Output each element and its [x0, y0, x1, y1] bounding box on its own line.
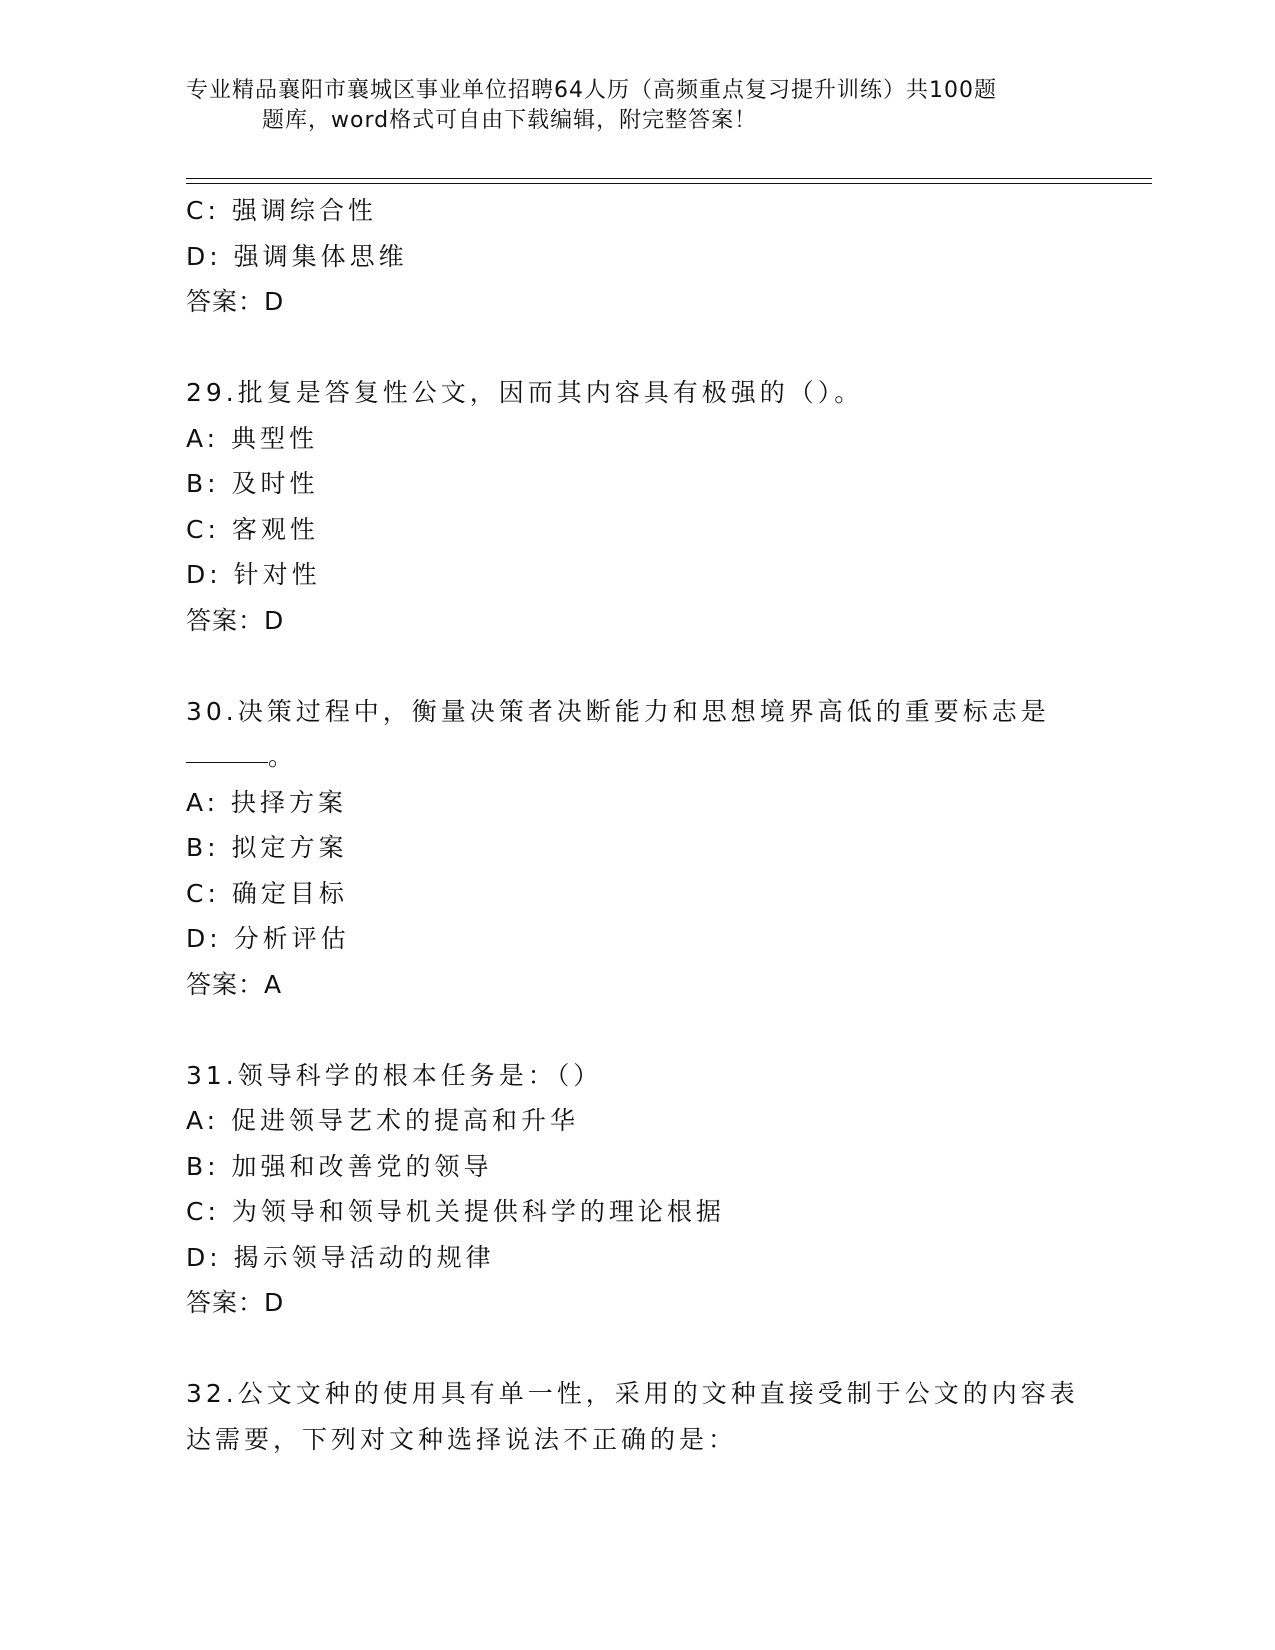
question-stem-line2: 达需要，下列对文种选择说法不正确的是： — [186, 1424, 738, 1454]
option-a: A: 促进领导艺术的提高和升华 — [186, 1106, 580, 1135]
option-d: D: 揭示领导活动的规律 — [186, 1242, 495, 1272]
question-32 — [186, 1371, 1086, 1462]
answer: 答案：D — [186, 1288, 285, 1317]
option-d: D: 针对性 — [186, 560, 321, 589]
header-rule-bottom — [186, 183, 1152, 184]
document-header — [186, 76, 1086, 136]
option-a: A: 抉择方案 — [186, 787, 348, 817]
spacer — [186, 643, 1086, 689]
header-title-line1: 专业精品襄阳市襄城区事业单位招聘64人历（高频重点复习提升训练）共100题 — [186, 78, 997, 103]
spacer — [186, 1326, 1086, 1372]
spacer — [186, 1007, 1086, 1053]
question-28 — [186, 188, 1086, 325]
answer-blank-line — [186, 734, 1086, 780]
answer: 答案：D — [186, 605, 285, 635]
option-c: C: 强调综合性 — [186, 196, 377, 225]
option-c: C: 客观性 — [186, 514, 319, 544]
answer: 答案：D — [186, 287, 285, 316]
stem-tail: 。 — [268, 742, 294, 771]
spacer — [186, 325, 1086, 371]
header-rule-top — [186, 178, 1152, 179]
question-30 — [186, 689, 1086, 1008]
question-stem: 31.领导科学的根本任务是：（） — [186, 1060, 603, 1090]
option-d: D: 强调集体思维 — [186, 241, 408, 271]
option-c: C: 确定目标 — [186, 878, 348, 908]
option-b: B: 加强和改善党的领导 — [186, 1151, 493, 1181]
fill-in-blank — [186, 762, 268, 763]
question-stem-line1: 32.公文文种的使用具有单一性，采用的文种直接受制于公文的内容表 — [186, 1379, 1079, 1408]
question-stem: 29.批复是答复性公文，因而其内容具有极强的（）。 — [186, 378, 864, 407]
option-a: A: 典型性 — [186, 423, 319, 453]
question-31 — [186, 1053, 1086, 1326]
question-29 — [186, 370, 1086, 643]
option-d: D: 分析评估 — [186, 924, 350, 953]
answer: 答案：A — [186, 969, 283, 999]
option-b: B: 及时性 — [186, 469, 319, 498]
question-stem: 30.决策过程中，衡量决策者决断能力和思想境界高低的重要标志是 — [186, 696, 1050, 726]
question-list — [186, 188, 1086, 1462]
option-c: C: 为领导和领导机关提供科学的理论根据 — [186, 1197, 725, 1226]
header-title-line2: 题库，word格式可自由下载编辑，附完整答案！ — [262, 108, 758, 133]
option-b: B: 拟定方案 — [186, 833, 348, 862]
